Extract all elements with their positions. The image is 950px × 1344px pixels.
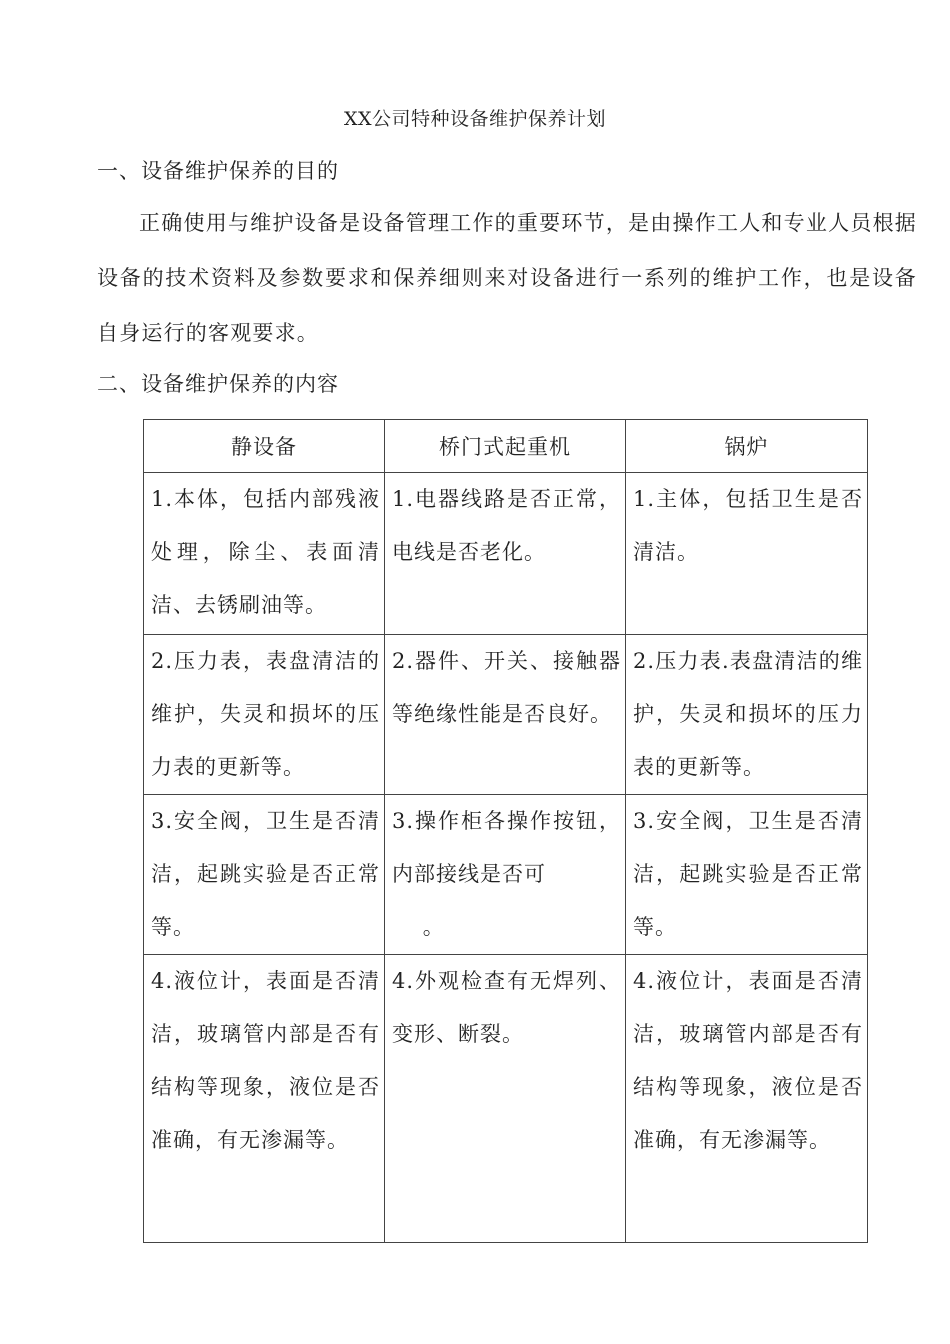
table-header-cell: 桥门式起重机 bbox=[385, 420, 626, 473]
section2-heading: 二、设备维护保养的内容 bbox=[97, 372, 339, 396]
table-cell: 2.压力表.表盘清洁的维护，失灵和损坏的压力表的更新等。 bbox=[626, 635, 868, 795]
table-cell: 4.液位计，表面是否清洁，玻璃管内部是否有结构等现象，液位是否准确，有无渗漏等。 bbox=[626, 955, 868, 1243]
table-cell: 3.操作柜各操作按钮，内部接线是否可 。 bbox=[385, 795, 626, 955]
table-cell: 3.安全阀，卫生是否清洁，起跳实验是否正常等。 bbox=[144, 795, 385, 955]
table-header-row bbox=[144, 420, 868, 473]
table-row bbox=[144, 795, 868, 955]
table-row bbox=[144, 955, 868, 1243]
maintenance-table bbox=[143, 419, 868, 1243]
table-cell: 1.主体，包括卫生是否清洁。 bbox=[626, 473, 868, 635]
table-cell: 2.器件、开关、接触器等绝缘性能是否良好。 bbox=[385, 635, 626, 795]
table-cell: 1.本体，包括内部残液处理，除尘、表面清洁、去锈刷油等。 bbox=[144, 473, 385, 635]
table-cell: 2.压力表，表盘清洁的维护，失灵和损坏的压力表的更新等。 bbox=[144, 635, 385, 795]
section1-heading: 一、设备维护保养的目的 bbox=[97, 159, 339, 183]
section1-paragraph bbox=[97, 196, 917, 361]
table-row bbox=[144, 473, 868, 635]
table-cell: 3.安全阀，卫生是否清洁，起跳实验是否正常等。 bbox=[626, 795, 868, 955]
table-row bbox=[144, 635, 868, 795]
table-cell: 4.液位计，表面是否清洁，玻璃管内部是否有结构等现象，液位是否准确，有无渗漏等。 bbox=[144, 955, 385, 1243]
section1-paragraph-text: 正确使用与维护设备是设备管理工作的重要环节，是由操作工人和专业人员根据设备的技术资料及参数要求和保养细则来对设备进行一系列的维护工作，也是设备自身运行的客观要求。 bbox=[97, 211, 917, 345]
table-cell: 4.外观检查有无焊列、变形、断裂。 bbox=[385, 955, 626, 1243]
table-cell: 1.电器线路是否正常，电线是否老化。 bbox=[385, 473, 626, 635]
document-title: XX公司特种设备维护保养计划 bbox=[343, 108, 607, 130]
table-header-cell: 锅炉 bbox=[626, 420, 868, 473]
table-header-cell: 静设备 bbox=[144, 420, 385, 473]
